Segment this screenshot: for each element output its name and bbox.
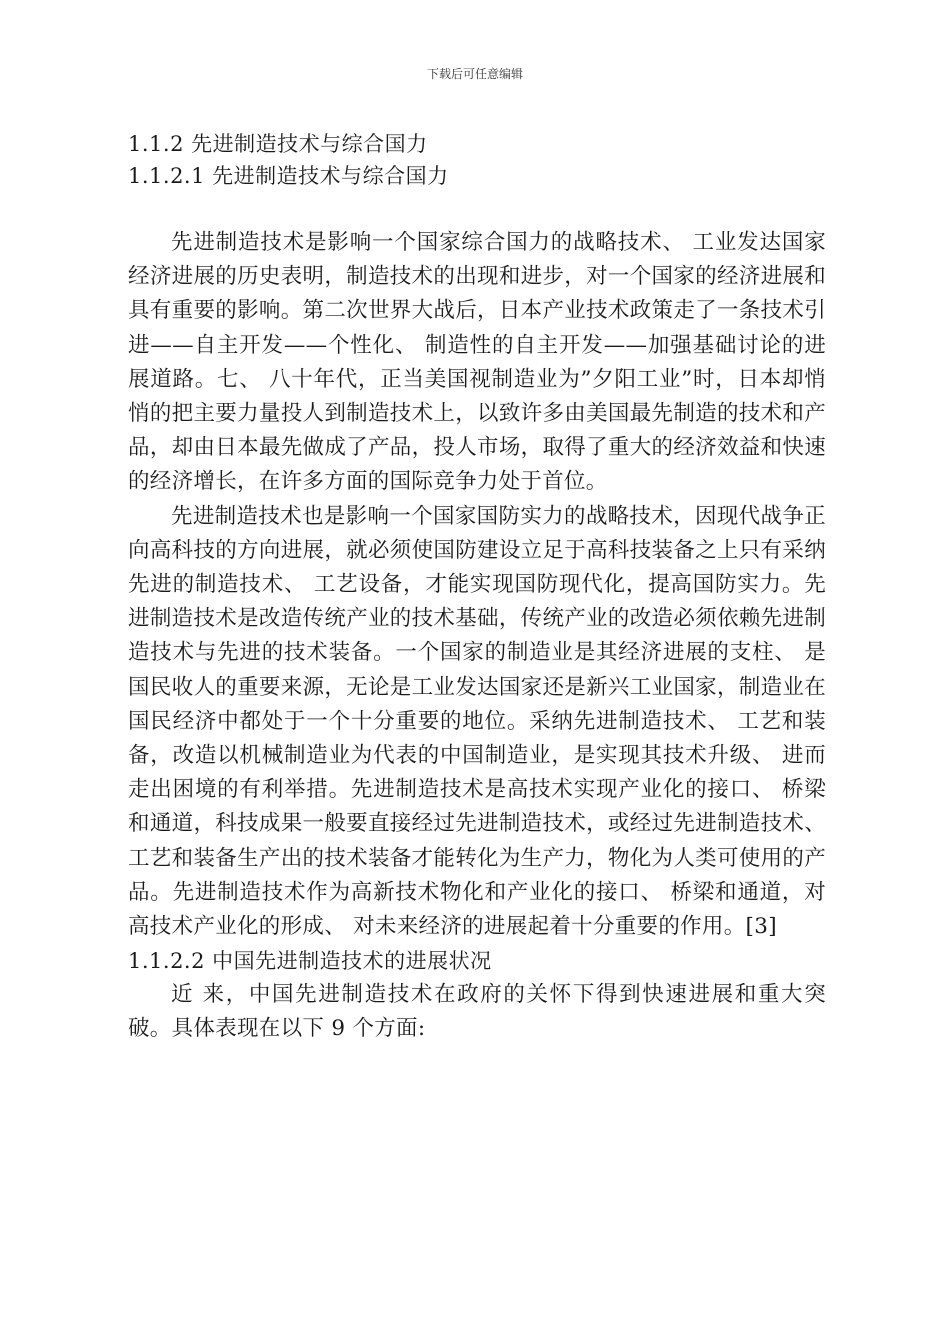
document-body	[128, 128, 826, 1047]
section-heading: 1.1.2 先进制造技术与综合国力	[128, 132, 428, 156]
page-header: 下载后可任意编辑	[426, 67, 523, 81]
subsection-heading: 1.1.2.2 中国先进制造技术的进展状况	[128, 949, 492, 974]
paragraph: 先进制造技术是影响一个国家综合国力的战略技术、 工业发达国家经济进展的历史表明，制造技术的出现和进步，对一个国家的经济进展和具有重要的影响。第二次世界大战后，日本产业技术政策走了一条技术引进——自主开发——个性化、 制造性的自主开发——加强基础讨论的进展道路。七、 八十年代，正当美国视制造业为”夕阳工业”时，日本却悄悄的把主要力量投人到制造技术上，以致许多由美国最先制造的技术和产品，却由日本最先做成了产品，投人市场，取得了重大的经济效益和快速的经济增长，在许多方面的国际竞争力处于首位。	[128, 230, 826, 495]
paragraph: 先进制造技术也是影响一个国家国防实力的战略技术，因现代战争正向高科技的方向进展，就必须使国防建设立足于高科技装备之上只有采纳先进的制造技术、 工艺设备，才能实现国防现代化，提高国防实力。先进制造技术是改造传统产业的技术基础，传统产业的改造必须依赖先进制造技术与先进的技术装备。一个国家的制造业是其经济进展的支柱、 是国民收人的重要来源，无论是工业发达国家还是新兴工业国家，制造业在国民经济中都处于一个十分重要的地位。采纳先进制造技术、 工艺和装备，改造以机械制造业为代表的中国制造业，是实现其技术升级、 进而走出困境的有利举措。先进制造技术是高技术实现产业化的接口、 桥梁和通道，科技成果一般要直接经过先进制造技术，或经过先进制造技术、 工艺和装备生产出的技术装备才能转化为生产力，物化为人类可使用的产品。先进制造技术作为高新技术物化和产业化的接口、 桥梁和通道，对高技术产业化的形成、 对未来经济的进展起着十分重要的作用。[3]	[128, 503, 826, 940]
subsection-heading: 1.1.2.1 先进制造技术与综合国力	[128, 164, 449, 188]
paragraph: 近 来，中国先进制造技术在政府的关怀下得到快速进展和重大突破。具体表现在以下 9 个方面:	[128, 982, 826, 1042]
